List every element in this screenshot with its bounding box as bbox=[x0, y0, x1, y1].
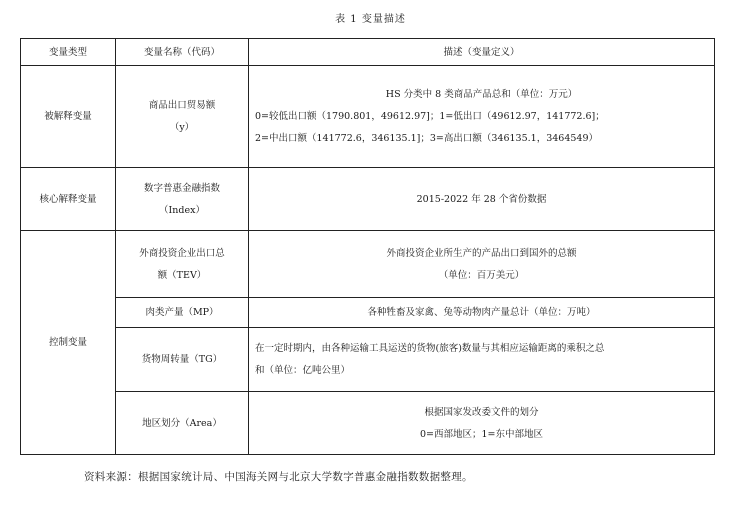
table-caption: 表 1 变量描述 bbox=[335, 14, 406, 25]
name-cell bbox=[116, 168, 249, 231]
desc-dependent-3: 2=中出口额（141772.6，346135.1]；3=高出口额（346135.1，3464549） bbox=[255, 133, 599, 144]
table-row bbox=[21, 298, 715, 328]
type-control: 控制变量 bbox=[21, 231, 116, 455]
source-note: 资料来源：根据国家统计局、中国海关网与北京大学数字普惠金融指数数据整理。 bbox=[84, 471, 473, 483]
code-tev: 额（TEV） bbox=[157, 269, 207, 281]
desc-cell bbox=[249, 66, 715, 168]
desc-dependent-1: HS 分类中 8 类商品产品总和（单位：万元） bbox=[385, 89, 578, 100]
code-core: （Index） bbox=[159, 204, 205, 216]
desc-tg-2: 和（单位：亿吨公里） bbox=[255, 365, 351, 376]
desc-area-2: 0=西部地区；1=东中部地区 bbox=[419, 428, 543, 440]
table-header-row bbox=[21, 39, 715, 66]
name-dependent: 商品出口贸易额 bbox=[148, 100, 216, 111]
name-cell bbox=[116, 231, 249, 298]
desc-tg-1: 在一定时期内，由各种运输工具运送的货物(旅客)数量与其相应运输距离的乘积之总 bbox=[255, 343, 605, 354]
name-mp: 肉类产量（MP） bbox=[116, 298, 249, 328]
desc-tev-1: 外商投资企业所生产的产品出口到国外的总额 bbox=[386, 247, 577, 259]
name-tev: 外商投资企业出口总 bbox=[139, 247, 225, 259]
header-variable-type: 变量类型 bbox=[21, 39, 116, 66]
table-row bbox=[21, 392, 715, 455]
header-variable-name: 变量名称（代码） bbox=[116, 39, 249, 66]
name-tg: 货物周转量（TG） bbox=[116, 328, 249, 392]
table-row bbox=[21, 168, 715, 231]
name-core: 数字普惠金融指数 bbox=[143, 182, 220, 194]
desc-cell bbox=[249, 392, 715, 455]
table-row bbox=[21, 231, 715, 298]
desc-cell bbox=[249, 328, 715, 392]
type-core: 核心解释变量 bbox=[21, 168, 116, 231]
table-row bbox=[21, 66, 715, 168]
desc-core: 2015-2022 年 28 个省份数据 bbox=[249, 168, 715, 231]
desc-dependent-2: 0=较低出口额（1790.801，49612.97]；1=低出口（49612.97，141772.6]； bbox=[255, 111, 605, 122]
type-dependent: 被解释变量 bbox=[21, 66, 116, 168]
code-dependent: （y） bbox=[169, 122, 195, 133]
name-cell bbox=[116, 66, 249, 168]
desc-cell bbox=[249, 231, 715, 298]
name-area: 地区划分（Area） bbox=[116, 392, 249, 455]
header-description: 描述（变量定义） bbox=[249, 39, 715, 66]
table-row bbox=[21, 328, 715, 392]
desc-mp: 各种牲畜及家禽、兔等动物肉产量总计（单位：万吨） bbox=[249, 298, 715, 328]
desc-tev-2: （单位：百万美元） bbox=[438, 269, 525, 281]
variable-table bbox=[20, 38, 715, 455]
desc-area-1: 根据国家发改委文件的划分 bbox=[424, 406, 539, 418]
